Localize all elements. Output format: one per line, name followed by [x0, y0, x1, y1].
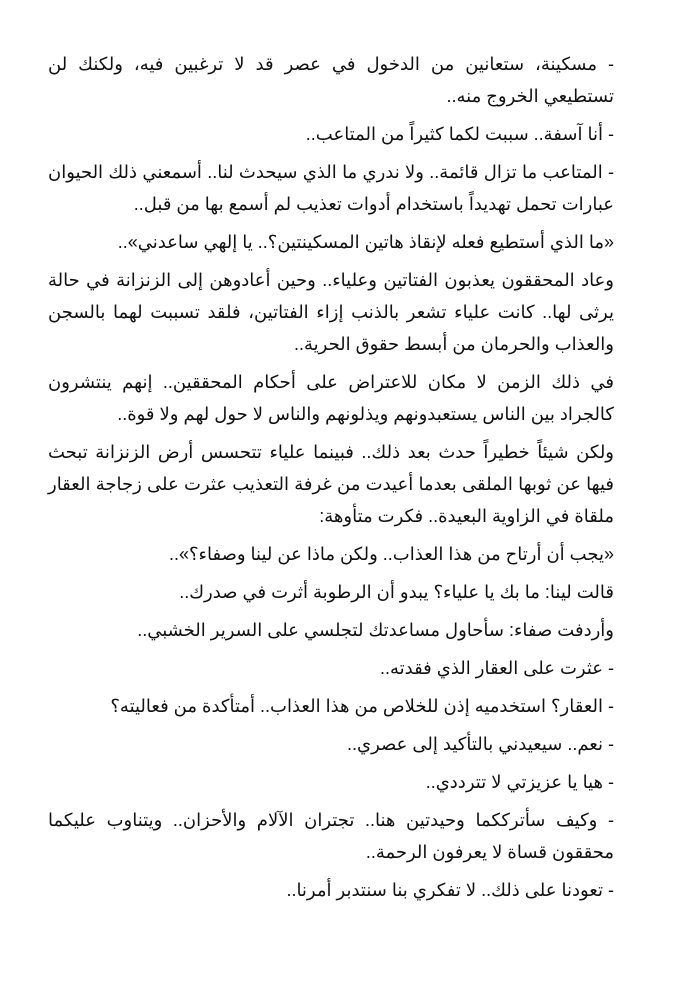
paragraph: ولكن شيئاً خطيراً حدث بعد ذلك.. فبينما علياء تتحسس أرض الزنزانة تبحث فيها عن ثوبها الملقى بعدما أعيدت من غرفة التعذيب عثرت على زجاجة العقار ملقاة في الزاوية البعيدة.. فكرت متأوهة: [48, 442, 614, 526]
paragraph: «ما الذي أستطيع فعله لإنقاذ هاتين المسكينتين؟.. يا إلهي ساعدني».. [117, 232, 614, 252]
paragraph: - وكيف سأترككما وحيدتين هنا.. تجتران الآلام والأحزان.. ويتناوب عليكما محققون قساة لا يعرفون الرحمة.. [48, 810, 614, 862]
paragraph: - تعودنا على ذلك.. لا تفكري بنا سنتدبر أمرنا.. [286, 880, 614, 900]
paragraph: - العقار؟ استخدميه إذن للخلاص من هذا العذاب.. أمتأكدة من فعاليته؟ [110, 696, 614, 716]
paragraph: «يجب أن أرتاح من هذا العذاب.. ولكن ماذا عن لينا وصفاء؟».. [168, 544, 614, 564]
paragraph: قالت لينا: ما بك يا علياء؟ يبدو أن الرطوبة أثرت في صدرك.. [179, 582, 614, 602]
paragraph: - عثرت على العقار الذي فقدته.. [379, 658, 614, 678]
paragraph: وعاد المحققون يعذبون الفتاتين وعلياء.. وحين أعادوهن إلى الزنزانة في حالة يرثى لها.. كانت علياء تشعر بالذنب إزاء الفتاتين، فلقد تسببت لهما بالسجن والعذاب والحرمان من أبسط حقوق الحرية.. [48, 270, 614, 354]
paragraph: - هيا يا عزيزتي لا تترددي.. [425, 772, 614, 792]
paragraph: - أنا آسفة.. سببت لكما كثيراً من المتاعب.. [305, 124, 614, 144]
paragraph: في ذلك الزمن لا مكان للاعتراض على أحكام المحققين.. إنهم ينتشرون كالجراد بين الناس يستعبدونهم ويذلونهم والناس لا حول لهم ولا قوة.. [48, 372, 614, 424]
paragraph: وأردفت صفاء: سأحاول مساعدتك لتجلسي على السرير الخشبي.. [137, 620, 614, 640]
paragraph: - نعم.. سيعيدني بالتأكيد إلى عصري.. [347, 734, 614, 754]
paragraph: - مسكينة، ستعانين من الدخول في عصر قد لا ترغبين فيه، ولكنك لن تستطيعي الخروج منه.. [48, 54, 614, 106]
paragraph: - المتاعب ما تزال قائمة.. ولا ندري ما الذي سيحدث لنا.. أسمعني ذلك الحيوان عبارات تحمل تهديداً باستخدام أدوات تعذيب لم أسمع بها من قبل.. [48, 162, 614, 214]
